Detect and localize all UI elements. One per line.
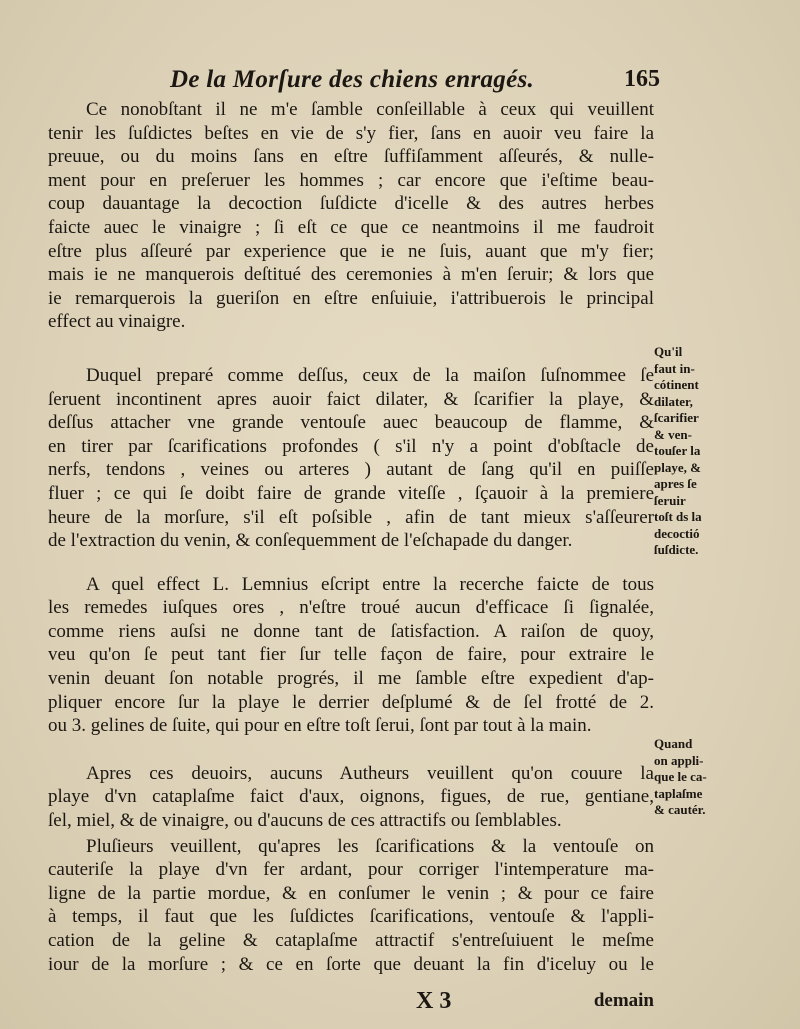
paragraph-5 bbox=[48, 835, 654, 977]
margin-line: apres ſe bbox=[654, 476, 697, 491]
text-line: comme riens auſsi ne donne tant de ſatisfaction. A raiſon de quoy, bbox=[48, 620, 654, 642]
running-title: De la Morſure des chiens enragés. bbox=[170, 66, 535, 93]
text-line: faicte auec le vinaigre ; ſi eſt ce que ce neantmoins il me faudroit bbox=[48, 216, 654, 238]
margin-line: & cautér. bbox=[654, 802, 706, 817]
text-line: playe d'vn cataplaſme faict d'aux, oignons, figues, de rue, gentiane, bbox=[48, 786, 654, 808]
text-line: deſſus attacher vne grande ventouſe auec beaucoup de flamme, & bbox=[48, 412, 654, 434]
text-line: Duquel preparé comme deſſus, ceux de la maiſon ſuſnommee ſe bbox=[86, 364, 654, 386]
text-line: cauteriſe la playe d'vn fer ardant, pour corriger l'intemperature ma- bbox=[48, 859, 654, 881]
text-line: Apres ces deuoirs, aucuns Autheurs veuillent qu'on couure la bbox=[86, 762, 654, 784]
text-line: ment pour en preſeruer les hommes ; car encore que i'eſtime beau- bbox=[48, 169, 654, 191]
text-line: ligne de la partie mordue, & en conſumer le venin ; & pour ce faire bbox=[48, 882, 654, 904]
text-line: heure de la morſure, s'il eſt poſsible , afin de tant mieux s'aſſeurer bbox=[48, 506, 654, 528]
margin-line: taplaſme bbox=[654, 785, 703, 801]
margin-line: ſuſdicte. bbox=[654, 542, 699, 557]
text-line: effect au vinaigre. bbox=[48, 311, 186, 333]
margin-line: & ven- bbox=[654, 426, 692, 442]
margin-line: cótinent bbox=[654, 377, 699, 392]
text-line: A quel effect L. Lemnius eſcript entre la recerche faicte de tous bbox=[86, 573, 654, 595]
text-line: mais ie ne manquerois deſtitué des ceremonies à m'en ſeruir; & lors que bbox=[48, 264, 654, 286]
text-line: nerfs, tendons , veines ou arteres ) autant de ſang qu'il en puiſſe bbox=[48, 459, 654, 481]
paragraph-4 bbox=[48, 762, 654, 833]
text-line: ſel, miel, & de vinaigre, ou d'aucuns de ces attractifs ou ſemblables. bbox=[48, 810, 562, 832]
margin-line: Quand bbox=[654, 736, 693, 751]
signature-mark: X 3 bbox=[416, 988, 452, 1014]
marginal-note-1 bbox=[654, 344, 754, 559]
page-footer bbox=[48, 988, 654, 1016]
marginal-note-2 bbox=[654, 736, 754, 819]
text-line: eſtre plus aſſeuré par experience que ie ne ſuis, auant que m'y fier; bbox=[48, 240, 654, 262]
text-line: Ce nonobſtant il ne m'e ſamble conſeillable à ceux qui veuillent bbox=[86, 99, 654, 120]
text-line: coup dauantage la decoction ſuſdicte d'icelle & des autres herbes bbox=[48, 193, 654, 215]
margin-line: decoctió bbox=[654, 525, 700, 541]
text-line: Pluſieurs veuillent, qu'apres les ſcarifications & la ventouſe on bbox=[86, 835, 654, 857]
main-text bbox=[48, 98, 654, 976]
text-line: pliquer encore ſur la playe le derrier deſplumé & de ſel frotté de 2. bbox=[48, 691, 654, 713]
page-number: 165 bbox=[624, 66, 660, 92]
text-line: tenir les ſuſdictes beſtes en vie de s'y fier, ſans en auoir veu faire la bbox=[48, 122, 654, 144]
margin-line: ſcarifier bbox=[654, 410, 699, 425]
text-line: ie remarquerois la gueriſon en eſtre enſuiuie, i'attribuerois le principal bbox=[48, 287, 654, 309]
text-line: iour de la morſure ; & ce en ſorte que deuant la fin d'iceluy ou le bbox=[48, 953, 654, 975]
paragraph-3 bbox=[48, 573, 654, 738]
margin-line: que le ca- bbox=[654, 769, 707, 784]
text-line: fluer ; ce qui ſe doibt faire de grande viteſſe , ſçauoir à la premiere bbox=[48, 482, 654, 504]
margin-line: dilater, bbox=[654, 393, 693, 409]
text-line: en tirer par ſcarifications profondes ( s'il n'y a point d'obſtacle de bbox=[48, 435, 654, 457]
margin-line: toſt ds la bbox=[654, 509, 702, 524]
paragraph-2 bbox=[48, 364, 654, 553]
text-line: à temps, il faut que les ſuſdictes ſcarifications, ventouſe & l'appli- bbox=[48, 906, 654, 928]
text-line: ſeruent incontinent apres auoir faict dilater, & ſcarifier la playe, & bbox=[48, 388, 654, 410]
text-line: veu qu'on ſe peut tant fier ſur telle façon de faire, pour extraire le bbox=[48, 644, 654, 666]
text-line: les remedes iuſques ores , n'eſtre troué aucun d'efficace ſi ſignalée, bbox=[48, 597, 654, 619]
text-line: cation de la geline & cataplaſme attractif s'entreſuiuent le meſme bbox=[48, 930, 654, 951]
text-line: ou 3. gelines de ſuite, qui pour en eſtre toſt ſerui, ſont par tout à la main. bbox=[48, 715, 592, 737]
catchword: demain bbox=[593, 990, 654, 1011]
text-line: de l'extraction du venin, & conſequemment de l'eſchapade du danger. bbox=[48, 530, 573, 552]
margin-line: playe, & bbox=[654, 459, 701, 475]
text-line: preuue, ou du moins ſans en eſtre ſuffiſamment aſſeurés, & nulle- bbox=[48, 146, 654, 168]
running-header bbox=[150, 64, 660, 100]
margin-line: Qu'il bbox=[654, 344, 683, 359]
paragraph-1 bbox=[48, 98, 654, 334]
margin-line: on appli- bbox=[654, 752, 704, 768]
margin-line: faut in- bbox=[654, 360, 695, 376]
text-line: venin deuant ſon notable progrés, il me ſamble eſtre expedient d'ap- bbox=[48, 668, 654, 690]
margin-line: ſeruir bbox=[654, 492, 686, 508]
margin-line: touſer la bbox=[654, 443, 701, 458]
